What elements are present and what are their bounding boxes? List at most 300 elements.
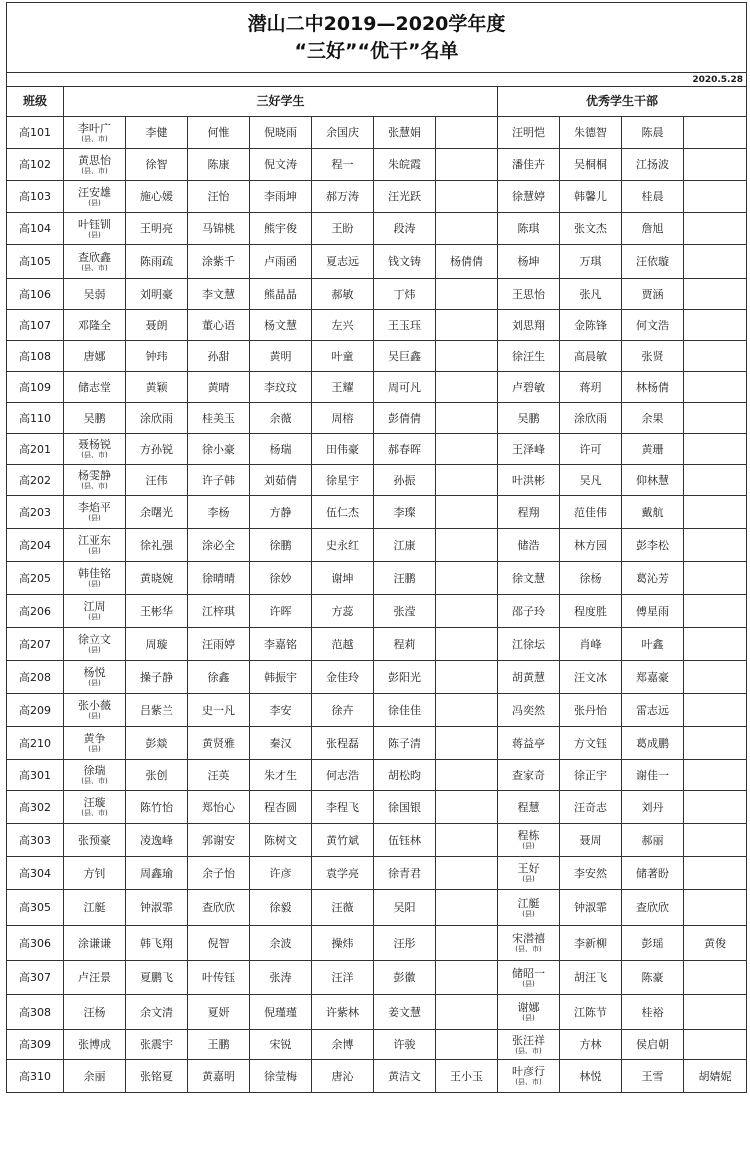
cadre-cell	[622, 1030, 684, 1060]
sanhao-student-cell	[436, 181, 498, 213]
student-name: 汪光跃	[388, 190, 421, 203]
sanhao-student-cell	[126, 760, 188, 791]
table-row	[7, 434, 747, 465]
student-name: 伍仁杰	[326, 505, 359, 519]
sanhao-student-cell	[312, 213, 374, 245]
student-name: 郝春晖	[388, 442, 421, 456]
sanhao-student-cell	[436, 465, 498, 496]
cadre-cell	[684, 372, 747, 403]
student-name: 唐沁	[331, 1069, 354, 1083]
student-name: 金佳玲	[326, 670, 359, 684]
sanhao-student-cell	[126, 562, 188, 595]
sanhao-student-cell	[188, 791, 250, 824]
student-name: 王泽峰	[512, 442, 545, 456]
student-name: 张博成	[78, 1038, 111, 1051]
cadre-cell	[560, 149, 622, 181]
student-name: 方孙锐	[140, 442, 173, 456]
student-name: 方文钰	[574, 736, 607, 750]
student-name: 徐鑫	[207, 670, 230, 684]
sanhao-student-cell	[64, 434, 126, 465]
title-line-2: “三好”“优干”名单	[294, 39, 459, 62]
student-name: 王玉珏	[388, 318, 421, 332]
class-cell: 高306	[7, 926, 64, 961]
student-name: 李文慧	[202, 287, 235, 301]
cadre-cell	[560, 760, 622, 791]
sanhao-student-cell	[312, 245, 374, 279]
student-name: 李程飞	[326, 800, 359, 814]
cadre-cell	[560, 628, 622, 661]
level-note: (县)	[88, 230, 101, 239]
cadre-cell	[498, 562, 560, 595]
student-name: 吴桐桐	[574, 158, 607, 171]
cadre-cell	[560, 310, 622, 341]
level-note: (县)	[88, 613, 101, 621]
cadre-cell	[684, 661, 747, 694]
student-name: 宋锐	[269, 1038, 292, 1051]
sanhao-student-cell	[188, 961, 250, 995]
cadre-cell	[684, 694, 747, 727]
student-name: 吕紫兰	[140, 703, 173, 717]
student-name: 徐正宇	[574, 768, 607, 782]
cadre-cell	[684, 434, 747, 465]
student-name: 叶童	[331, 349, 354, 363]
table-row	[7, 465, 747, 496]
table-row	[7, 995, 747, 1030]
student-name: 林悦	[579, 1069, 602, 1083]
class-cell: 高302	[7, 791, 64, 824]
level-note: (县、市)	[81, 451, 108, 459]
level-note: (县、市)	[81, 482, 108, 490]
sanhao-student-cell	[436, 341, 498, 372]
sanhao-student-cell	[436, 213, 498, 245]
student-name: 彭徽	[393, 971, 416, 984]
student-name: 徐小豪	[202, 442, 235, 456]
level-note: (县、市)	[81, 134, 108, 143]
cadre-cell	[622, 760, 684, 791]
cadre-cell	[684, 760, 747, 791]
sanhao-student-cell	[126, 791, 188, 824]
student-name: 夏鹏飞	[140, 971, 173, 984]
student-name: 江周	[83, 600, 106, 613]
sanhao-student-cell	[436, 403, 498, 434]
cadre-cell	[622, 403, 684, 434]
sanhao-student-cell	[188, 890, 250, 926]
sanhao-student-cell	[188, 465, 250, 496]
student-name: 徐礼强	[140, 538, 173, 552]
sanhao-student-cell	[188, 529, 250, 562]
title-line-1: 潜山二中2019—2020学年度	[247, 12, 506, 35]
sanhao-student-cell	[126, 926, 188, 961]
student-name: 叶传钰	[202, 971, 235, 984]
student-name: 刘明豪	[140, 287, 173, 301]
student-name: 邓隆全	[78, 318, 111, 332]
cadre-cell	[684, 213, 747, 245]
cadre-cell	[684, 890, 747, 926]
sanhao-student-cell	[188, 403, 250, 434]
cadre-cell	[560, 562, 622, 595]
table-row	[7, 245, 747, 279]
cadre-cell	[498, 661, 560, 694]
cadre-cell	[622, 961, 684, 995]
sanhao-student-cell	[188, 824, 250, 857]
student-name: 黄嘉明	[202, 1069, 235, 1083]
student-name: 吴鹏	[83, 411, 106, 425]
student-name: 陈晨	[641, 126, 664, 139]
student-name: 程一	[331, 158, 354, 171]
level-note: (县、市)	[515, 1078, 542, 1086]
student-name: 操子静	[140, 670, 173, 684]
class-cell: 高107	[7, 310, 64, 341]
student-name: 方钊	[83, 866, 106, 880]
student-name: 贾涵	[641, 287, 664, 301]
sanhao-student-cell	[374, 694, 436, 727]
sanhao-student-cell	[188, 857, 250, 890]
student-name: 王思怡	[512, 287, 545, 301]
student-name: 江徐坛	[512, 637, 545, 651]
student-name: 潘佳卉	[512, 158, 545, 171]
sanhao-student-cell	[250, 961, 312, 995]
student-name: 徐妙	[269, 571, 292, 585]
student-name: 万琪	[579, 255, 602, 268]
sanhao-student-cell	[312, 181, 374, 213]
student-name: 徐卉	[331, 703, 354, 717]
student-name: 黄明	[269, 349, 292, 363]
student-name: 储浩	[517, 538, 540, 552]
level-note: (县)	[522, 1014, 535, 1022]
sanhao-student-cell	[126, 181, 188, 213]
student-name: 刘思翔	[512, 318, 545, 332]
level-note: (县)	[88, 547, 101, 555]
table-row	[7, 529, 747, 562]
sanhao-student-cell	[64, 529, 126, 562]
class-cell: 高305	[7, 890, 64, 926]
sanhao-student-cell	[374, 372, 436, 403]
table-row	[7, 372, 747, 403]
class-cell: 高308	[7, 995, 64, 1030]
student-name: 朱皖霞	[388, 158, 421, 171]
sanhao-student-cell	[436, 926, 498, 961]
cadre-cell	[684, 1030, 747, 1060]
sanhao-student-cell	[250, 661, 312, 694]
level-note: (县)	[522, 842, 535, 850]
student-name: 郝敏	[331, 287, 354, 301]
sanhao-student-cell	[126, 279, 188, 310]
cadre-cell	[498, 434, 560, 465]
cadre-cell	[622, 149, 684, 181]
sanhao-student-cell	[374, 1060, 436, 1093]
student-name: 江艇	[83, 901, 106, 914]
cadre-cell	[498, 149, 560, 181]
cadre-cell	[684, 791, 747, 824]
student-name: 汪洋	[331, 971, 354, 984]
student-name: 方林	[579, 1038, 602, 1051]
level-note: (县、市)	[81, 777, 108, 785]
header-excellent-cadres: 优秀学生干部	[498, 87, 747, 117]
student-name: 袁学亮	[326, 866, 359, 880]
sanhao-student-cell	[188, 1060, 250, 1093]
student-name: 汪鹏	[393, 571, 416, 585]
student-name: 王鹏	[207, 1038, 230, 1051]
sanhao-student-cell	[188, 341, 250, 372]
student-name: 汪英	[207, 768, 230, 782]
sanhao-student-cell	[64, 496, 126, 529]
cadre-cell	[560, 995, 622, 1030]
sanhao-student-cell	[312, 727, 374, 760]
sanhao-student-cell	[312, 496, 374, 529]
sanhao-student-cell	[250, 279, 312, 310]
class-cell: 高202	[7, 465, 64, 496]
student-name: 韩飞翔	[140, 936, 173, 950]
student-name: 程栋	[517, 829, 540, 842]
student-name: 彭燚	[145, 736, 168, 750]
student-name: 杨文慧	[264, 318, 297, 332]
sanhao-student-cell	[374, 926, 436, 961]
student-name: 黄贤雅	[202, 736, 235, 750]
sanhao-student-cell	[374, 791, 436, 824]
header-sanhao-students: 三好学生	[64, 87, 498, 117]
cadre-cell	[622, 529, 684, 562]
student-name: 李嘉铭	[264, 637, 297, 651]
sanhao-student-cell	[126, 661, 188, 694]
student-name: 范佳伟	[574, 505, 607, 519]
sanhao-student-cell	[188, 213, 250, 245]
sanhao-student-cell	[436, 791, 498, 824]
student-name: 余文清	[140, 1005, 173, 1019]
sanhao-student-cell	[250, 628, 312, 661]
student-name: 李健	[145, 126, 168, 139]
class-cell: 高203	[7, 496, 64, 529]
student-name: 唐娜	[83, 349, 106, 363]
sanhao-student-cell	[64, 310, 126, 341]
student-name: 张程磊	[326, 736, 359, 750]
student-name: 徐莹梅	[264, 1069, 297, 1083]
sanhao-student-cell	[436, 1060, 498, 1093]
cadre-cell	[498, 628, 560, 661]
student-name: 李杨	[207, 505, 230, 519]
cadre-cell	[560, 890, 622, 926]
student-name: 陈树文	[264, 833, 297, 847]
student-name: 许可	[579, 442, 602, 456]
sanhao-student-cell	[312, 529, 374, 562]
student-name: 何志浩	[326, 768, 359, 782]
cadre-cell	[560, 1030, 622, 1060]
sanhao-student-cell	[312, 149, 374, 181]
student-name: 桂裕	[641, 1005, 664, 1019]
student-name: 陈康	[207, 158, 230, 171]
cadre-cell	[498, 926, 560, 961]
table-row	[7, 279, 747, 310]
student-name: 余波	[269, 936, 292, 950]
class-cell: 高310	[7, 1060, 64, 1093]
sanhao-student-cell	[436, 529, 498, 562]
sanhao-student-cell	[188, 694, 250, 727]
student-name: 史一凡	[202, 703, 235, 717]
sanhao-student-cell	[312, 279, 374, 310]
sanhao-student-cell	[436, 694, 498, 727]
student-name: 吴弱	[83, 287, 106, 301]
table-row	[7, 149, 747, 181]
cadre-cell	[622, 117, 684, 149]
sanhao-student-cell	[188, 661, 250, 694]
student-name: 刘丹	[641, 800, 664, 814]
table-row	[7, 595, 747, 628]
student-name: 周可凡	[388, 380, 421, 394]
sanhao-student-cell	[436, 1030, 498, 1060]
cadre-cell	[498, 181, 560, 213]
student-name: 许子韩	[202, 473, 235, 487]
cadre-cell	[498, 824, 560, 857]
sanhao-student-cell	[126, 824, 188, 857]
student-name: 聂周	[579, 833, 602, 847]
table-row	[7, 117, 747, 149]
sanhao-student-cell	[312, 760, 374, 791]
student-name: 涂紫千	[202, 255, 235, 268]
cadre-cell	[622, 857, 684, 890]
student-name: 倪文涛	[264, 158, 297, 171]
header-row	[7, 87, 747, 117]
sanhao-student-cell	[126, 310, 188, 341]
cadre-cell	[560, 661, 622, 694]
student-name: 王彬华	[140, 604, 173, 618]
student-name: 钟玮	[145, 349, 168, 363]
sanhao-student-cell	[188, 628, 250, 661]
sanhao-student-cell	[64, 465, 126, 496]
student-name: 张涛	[269, 971, 292, 984]
cadre-cell	[684, 465, 747, 496]
student-name: 邵子玲	[512, 604, 545, 618]
sanhao-student-cell	[250, 890, 312, 926]
level-note: (县)	[88, 646, 101, 654]
class-cell: 高309	[7, 1030, 64, 1060]
cadre-cell	[684, 727, 747, 760]
sanhao-student-cell	[64, 1030, 126, 1060]
student-name: 徐国银	[388, 800, 421, 814]
sanhao-student-cell	[436, 117, 498, 149]
student-name: 许紫林	[326, 1005, 359, 1019]
student-name: 余博	[331, 1038, 354, 1051]
sanhao-student-cell	[64, 279, 126, 310]
cadre-cell	[560, 694, 622, 727]
sanhao-student-cell	[436, 595, 498, 628]
student-name: 林杨倩	[636, 380, 669, 394]
class-cell: 高104	[7, 213, 64, 245]
student-name: 程度胜	[574, 604, 607, 618]
student-name: 涂必全	[202, 538, 235, 552]
sanhao-student-cell	[188, 310, 250, 341]
student-name: 杨坤	[517, 255, 540, 268]
student-name: 朱德智	[574, 126, 607, 139]
student-name: 卢碧敏	[512, 380, 545, 394]
student-name: 余果	[641, 411, 664, 425]
cadre-cell	[560, 341, 622, 372]
sanhao-student-cell	[64, 149, 126, 181]
sanhao-student-cell	[250, 727, 312, 760]
sanhao-student-cell	[64, 403, 126, 434]
cadre-cell	[622, 890, 684, 926]
table-row	[7, 926, 747, 961]
student-name: 吴凡	[579, 473, 602, 487]
class-cell: 高105	[7, 245, 64, 279]
student-name: 聂朗	[145, 318, 168, 332]
sanhao-student-cell	[64, 595, 126, 628]
level-note: (县)	[522, 909, 535, 918]
level-note: (县)	[522, 875, 535, 883]
student-name: 许骏	[393, 1038, 416, 1051]
student-name: 叶洪彬	[512, 473, 545, 487]
student-name: 张震宇	[140, 1038, 173, 1051]
cadre-cell	[684, 824, 747, 857]
student-name: 李璨	[393, 505, 416, 519]
sanhao-student-cell	[374, 529, 436, 562]
sanhao-student-cell	[126, 595, 188, 628]
student-name: 张滢	[393, 604, 416, 618]
sanhao-student-cell	[436, 562, 498, 595]
sanhao-student-cell	[374, 117, 436, 149]
sanhao-student-cell	[126, 403, 188, 434]
student-name: 陈子清	[388, 736, 421, 750]
class-cell: 高303	[7, 824, 64, 857]
cadre-cell	[498, 1030, 560, 1060]
student-name: 徐晴晴	[202, 571, 235, 585]
class-cell: 高109	[7, 372, 64, 403]
class-cell: 高108	[7, 341, 64, 372]
table-row	[7, 628, 747, 661]
student-name: 黄珊	[641, 442, 664, 456]
sanhao-student-cell	[436, 434, 498, 465]
student-name: 程慧	[517, 800, 540, 814]
student-name: 张凡	[579, 287, 602, 301]
sanhao-student-cell	[436, 890, 498, 926]
student-name: 胡婧妮	[698, 1069, 732, 1083]
sanhao-student-cell	[312, 694, 374, 727]
student-name: 金陈锋	[574, 318, 607, 332]
cadre-cell	[498, 117, 560, 149]
student-name: 段涛	[393, 222, 416, 235]
sanhao-student-cell	[64, 562, 126, 595]
cadre-cell	[684, 149, 747, 181]
level-note: (县、市)	[81, 263, 108, 272]
level-note: (县)	[88, 514, 101, 522]
sanhao-student-cell	[126, 727, 188, 760]
student-name: 周鑫瑜	[140, 866, 173, 880]
class-cell: 高304	[7, 857, 64, 890]
class-cell: 高207	[7, 628, 64, 661]
student-name: 李雨坤	[264, 190, 297, 203]
cadre-cell	[498, 529, 560, 562]
cadre-cell	[684, 926, 747, 961]
sanhao-student-cell	[374, 890, 436, 926]
cadre-cell	[684, 496, 747, 529]
student-name: 谢佳一	[636, 768, 669, 782]
student-name: 王明亮	[140, 222, 173, 235]
cadre-cell	[684, 245, 747, 279]
sanhao-student-cell	[64, 245, 126, 279]
cadre-cell	[498, 465, 560, 496]
class-cell: 高103	[7, 181, 64, 213]
sanhao-student-cell	[250, 824, 312, 857]
sanhao-student-cell	[312, 857, 374, 890]
student-name: 汪怡	[207, 190, 230, 203]
student-name: 涂谦谦	[78, 936, 111, 950]
student-name: 韩馨儿	[574, 190, 607, 203]
student-name: 汪安雄	[78, 185, 111, 199]
cadre-cell	[684, 595, 747, 628]
sanhao-student-cell	[250, 341, 312, 372]
level-note: (县)	[88, 198, 101, 207]
student-name: 涂欣雨	[140, 411, 173, 425]
cadre-cell	[622, 661, 684, 694]
sanhao-student-cell	[250, 181, 312, 213]
